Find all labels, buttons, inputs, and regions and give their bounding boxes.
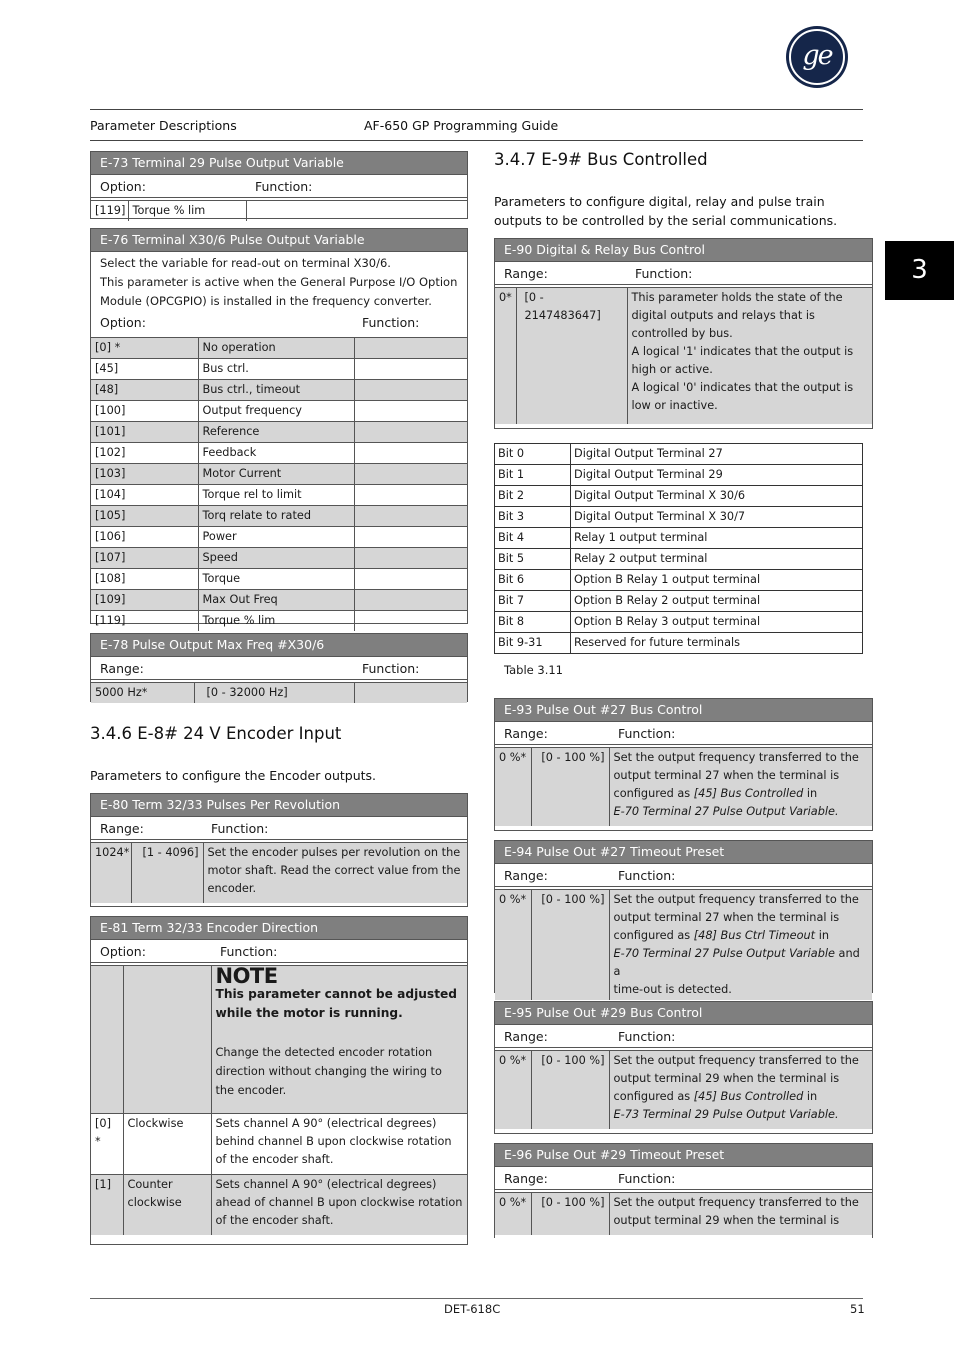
bit-row (495, 591, 863, 612)
table-row (91, 683, 467, 704)
option-name: Torque % lim (198, 611, 354, 632)
range-value: [0 - 2147483647] (516, 288, 627, 425)
option-code: [109] (91, 590, 198, 611)
e81-box (90, 916, 468, 1245)
note-text: the encoder. (215, 1084, 287, 1097)
bit-description: Relay 2 output terminal (571, 549, 863, 570)
bit-label: Bit 9-31 (495, 633, 571, 654)
e95-box (494, 1001, 873, 1134)
logo-monogram: ge (802, 40, 832, 71)
option-name: Power (198, 527, 354, 548)
option-function (354, 569, 467, 590)
function-label: Function: (618, 726, 676, 741)
default-value: 0 %* (495, 890, 531, 1001)
option-code: [106] (91, 527, 198, 548)
e73-table (91, 200, 467, 221)
option-name: Torque % lim (128, 201, 246, 222)
bit-label: Bit 1 (495, 465, 571, 486)
option-code: [105] (91, 506, 198, 527)
option-name: Feedback (198, 443, 354, 464)
option-name: Motor Current (198, 464, 354, 485)
table-row (91, 464, 467, 485)
e96-title: E-96 Pulse Out #29 Timeout Preset (495, 1144, 872, 1167)
function-label: Function: (255, 179, 313, 194)
bit-row (495, 570, 863, 591)
option-code: [100] (91, 401, 198, 422)
section-heading-347: 3.4.7 E-9# Bus Controlled (494, 150, 708, 169)
e73-title: E-73 Terminal 29 Pulse Output Variable (91, 152, 467, 175)
table-row (91, 843, 467, 904)
e96-table (495, 1192, 872, 1235)
range-function: Set the output frequency transferred to the output terminal 29 when the terminal is (609, 1193, 872, 1236)
bit-row (495, 465, 863, 486)
table-row (91, 401, 467, 422)
bit-label: Bit 5 (495, 549, 571, 570)
table-row (91, 1114, 467, 1175)
range-function: Set the output frequency transferred to the output terminal 27 when the terminal is configured as [48] Bus Ctrl Timeout in E-70 Terminal 27 Pulse Output Variable and a time-out is detected. (609, 890, 872, 1001)
range-label: Range: (504, 1171, 548, 1186)
option-function (354, 464, 467, 485)
table-row (495, 890, 872, 1001)
option-code: [48] (91, 380, 198, 401)
e76-header-row (91, 315, 467, 337)
header-section: Parameter Descriptions (90, 118, 237, 133)
e90-header-row (495, 262, 872, 285)
option-name: Bus ctrl., timeout (198, 380, 354, 401)
bit-row (495, 612, 863, 633)
default-value: 1024* (91, 843, 131, 904)
e93-header-row (495, 722, 872, 745)
table-row (495, 1051, 872, 1130)
e81-title: E-81 Term 32/33 Encoder Direction (91, 917, 467, 940)
option-name: Counter clockwise (123, 1175, 211, 1236)
e95-table (495, 1050, 872, 1129)
table-row (91, 611, 467, 632)
table-row (495, 1193, 872, 1236)
range-value: [0 - 100 %] (531, 1193, 609, 1236)
option-function (354, 527, 467, 548)
option-name: Max Out Freq (198, 590, 354, 611)
function-line: encoder. (207, 882, 257, 895)
table-row (91, 422, 467, 443)
option-code: [119] (91, 201, 128, 222)
section-intro-347: Parameters to configure digital, relay and pulse train outputs to be controlled by the serial communications. (494, 194, 838, 228)
option-label: Option: (100, 179, 146, 194)
bit-description: Digital Output Terminal 29 (571, 465, 863, 486)
option-name: Bus ctrl. (198, 359, 354, 380)
range-value: [0 - 100 %] (531, 890, 609, 1001)
function-label: Function: (635, 266, 693, 281)
default-value: 0 %* (495, 1193, 531, 1236)
range-label: Range: (504, 726, 548, 741)
e94-header-row (495, 864, 872, 887)
e90-title: E-90 Digital & Relay Bus Control (495, 239, 872, 262)
function-line: motor shaft. Read the correct value from the (207, 864, 461, 877)
section-heading-346: 3.4.6 E-8# 24 V Encoder Input (90, 724, 342, 743)
option-code: [108] (91, 569, 198, 590)
e76-table (91, 337, 467, 631)
range-function (354, 683, 467, 704)
chapter-tab: 3 (885, 241, 954, 300)
table-row (91, 527, 467, 548)
e76-box (90, 228, 468, 627)
e78-box (90, 633, 468, 702)
table-caption: Table 3.11 (504, 663, 563, 677)
table-row (91, 443, 467, 464)
bit-row (495, 549, 863, 570)
table-row (91, 485, 467, 506)
option-code: [1] (91, 1175, 123, 1236)
option-function (354, 380, 467, 401)
e93-table (495, 747, 872, 826)
e95-header-row (495, 1025, 872, 1048)
table-row (91, 201, 467, 222)
header-rule-top (90, 109, 863, 110)
table-row (91, 590, 467, 611)
e96-header-row (495, 1167, 872, 1190)
e96-box (494, 1143, 873, 1238)
function-label: Function: (618, 1171, 676, 1186)
range-function: Set the output frequency transferred to the output terminal 27 when the terminal is configured as [45] Bus Controlled in E-70 Terminal 27 Pulse Output Variable. (609, 748, 872, 827)
note-title: NOTE (215, 964, 278, 988)
note-cell (211, 966, 467, 1114)
note-text: direction without changing the wiring to (215, 1065, 442, 1078)
e80-title: E-80 Term 32/33 Pulses Per Revolution (91, 794, 467, 817)
range-value: [0 - 100 %] (531, 1051, 609, 1130)
function-label: Function: (618, 1029, 676, 1044)
bit-description: Option B Relay 3 output terminal (571, 612, 863, 633)
option-name: Torq relate to rated (198, 506, 354, 527)
option-function (354, 590, 467, 611)
option-name: Torque (198, 569, 354, 590)
bit-label: Bit 0 (495, 444, 571, 465)
bit-label: Bit 2 (495, 486, 571, 507)
footer-rule (90, 1298, 863, 1299)
option-label: Option: (100, 944, 146, 959)
option-name: Clockwise (123, 1114, 211, 1175)
range-value: [0 - 100 %] (531, 748, 609, 827)
table-row (495, 748, 872, 827)
option-function: Sets channel A 90° (electrical degrees) ahead of channel B upon clockwise rotation of the encoder shaft. (211, 1175, 467, 1236)
range-label: Range: (504, 1029, 548, 1044)
page-number: 51 (850, 1302, 865, 1316)
option-code: [0] * (91, 1114, 123, 1175)
e93-box (494, 698, 873, 831)
table-row (91, 1175, 467, 1236)
e81-table (91, 965, 467, 1235)
table-row (91, 569, 467, 590)
bit-label: Bit 8 (495, 612, 571, 633)
e94-title: E-94 Pulse Out #27 Timeout Preset (495, 841, 872, 864)
option-code: [0] * (91, 338, 198, 359)
function-label: Function: (618, 868, 676, 883)
option-function (354, 422, 467, 443)
default-value: 0 %* (495, 748, 531, 827)
bit-description: Option B Relay 2 output terminal (571, 591, 863, 612)
option-code: [104] (91, 485, 198, 506)
bit-description: Digital Output Terminal X 30/6 (571, 486, 863, 507)
e80-header-row (91, 817, 467, 840)
option-code: [103] (91, 464, 198, 485)
range-label: Range: (504, 868, 548, 883)
bit-row (495, 507, 863, 528)
option-code: [45] (91, 359, 198, 380)
e90-box (494, 238, 873, 429)
range-function (203, 843, 467, 904)
note-text: Change the detected encoder rotation (215, 1046, 433, 1059)
bit-row (495, 633, 863, 654)
range-label: Range: (100, 821, 144, 836)
option-code: [119] (91, 611, 198, 632)
e78-header-row (91, 657, 467, 680)
desc-line: Select the variable for read-out on terminal X30/6. (100, 256, 391, 270)
bit-label: Bit 6 (495, 570, 571, 591)
bit-label: Bit 3 (495, 507, 571, 528)
table-row (91, 548, 467, 569)
header-rule-bottom (90, 140, 863, 141)
option-code: [107] (91, 548, 198, 569)
e95-title: E-95 Pulse Out #29 Bus Control (495, 1002, 872, 1025)
bit-label: Bit 4 (495, 528, 571, 549)
bit-row (495, 444, 863, 465)
bit-description: Option B Relay 1 output terminal (571, 570, 863, 591)
section-intro-346: Parameters to configure the Encoder outputs. (90, 768, 377, 783)
bit-description: Digital Output Terminal X 30/7 (571, 507, 863, 528)
option-name: No operation (198, 338, 354, 359)
function-label: Function: (362, 661, 420, 676)
default-value: 5000 Hz* (91, 683, 194, 704)
table-row (91, 338, 467, 359)
table-row (91, 359, 467, 380)
footer-doc-id: DET-618C (444, 1302, 501, 1316)
default-value: 0* (495, 288, 516, 425)
table-row (495, 288, 872, 425)
bit-description: Reserved for future terminals (571, 633, 863, 654)
option-function (354, 548, 467, 569)
header-guide-title: AF-650 GP Programming Guide (364, 118, 559, 133)
e81-header-row (91, 940, 467, 963)
e73-box (90, 151, 468, 219)
e80-box (90, 793, 468, 907)
e80-table (91, 842, 467, 903)
range-label: Range: (100, 661, 144, 676)
ge-logo (786, 26, 848, 88)
bit-row (495, 486, 863, 507)
range-value: [1 - 4096] (131, 843, 203, 904)
function-line: Set the encoder pulses per revolution on the (207, 846, 461, 859)
bit-label: Bit 7 (495, 591, 571, 612)
range-function: This parameter holds the state of the digital outputs and relays that is controlled by bus. A logical '1' indicates that the output is high or active. A logical '0' indicates that the output is low or inactive. (627, 288, 872, 425)
note-warning: This parameter cannot be adjusted (215, 987, 458, 1001)
e94-table (495, 889, 872, 1000)
option-function: Sets channel A 90° (electrical degrees) behind channel B upon clockwise rotation of the encoder shaft. (211, 1114, 467, 1175)
e73-header-row (91, 175, 467, 198)
note-row (91, 966, 467, 1114)
bit-row (495, 528, 863, 549)
option-function (354, 401, 467, 422)
option-code: [101] (91, 422, 198, 443)
option-name: Output frequency (198, 401, 354, 422)
range-label: Range: (504, 266, 548, 281)
e94-box (494, 840, 873, 996)
option-function (354, 443, 467, 464)
range-function: Set the output frequency transferred to the output terminal 29 when the terminal is configured as [45] Bus Controlled in E-73 Terminal 29 Pulse Output Variable. (609, 1051, 872, 1130)
default-value: 0 %* (495, 1051, 531, 1130)
bit-description: Digital Output Terminal 27 (571, 444, 863, 465)
option-function (246, 201, 467, 222)
table-row (91, 506, 467, 527)
function-label: Function: (220, 944, 278, 959)
note-warning: while the motor is running. (215, 1006, 403, 1020)
bits-table (494, 443, 863, 654)
option-label: Option: (100, 315, 146, 330)
option-name: Reference (198, 422, 354, 443)
option-function (354, 485, 467, 506)
option-name: Torque rel to limit (198, 485, 354, 506)
function-label: Function: (211, 821, 269, 836)
e90-table (495, 287, 872, 424)
option-function (354, 359, 467, 380)
e93-title: E-93 Pulse Out #27 Bus Control (495, 699, 872, 722)
desc-line: Module (OPCGPIO) is installed in the frequency converter. (100, 294, 432, 308)
e76-description (91, 252, 467, 315)
option-function (354, 338, 467, 359)
option-function (354, 611, 467, 632)
option-code: [102] (91, 443, 198, 464)
function-label: Function: (362, 315, 420, 330)
option-name: Speed (198, 548, 354, 569)
bit-description: Relay 1 output terminal (571, 528, 863, 549)
desc-line: This parameter is active when the General Purpose I/O Option (100, 275, 458, 289)
table-row (91, 380, 467, 401)
range-value: [0 - 32000 Hz] (194, 683, 354, 704)
e78-title: E-78 Pulse Output Max Freq #X30/6 (91, 634, 467, 657)
e78-table (91, 682, 467, 703)
e76-title: E-76 Terminal X30/6 Pulse Output Variable (91, 229, 467, 252)
option-function (354, 506, 467, 527)
